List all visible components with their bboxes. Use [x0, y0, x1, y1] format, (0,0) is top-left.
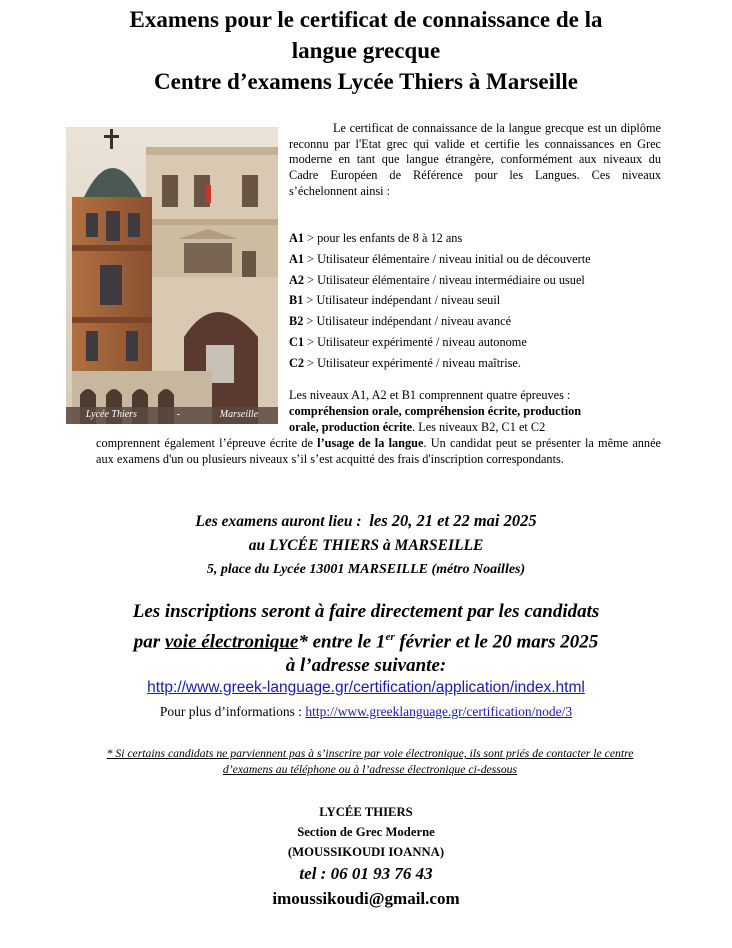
description-rest-3: . Les niveaux B2, C1 et C2: [412, 420, 546, 434]
intro-paragraph: [289, 121, 661, 200]
contact-school: LYCÉE THIERS: [319, 805, 413, 819]
exam-address: 5, place du Lycée 13001 MARSEILLE (métro Noailles): [206, 562, 526, 577]
title-line-3: Centre d’examens Lycée Thiers à Marseille: [154, 69, 578, 94]
level-code: A1: [289, 251, 305, 266]
description-line-1: Les niveaux A1, A2 et B1 comprennent quatre épreuves :: [289, 388, 571, 402]
description-line-4: [96, 435, 661, 467]
caption-separator: -: [176, 409, 181, 420]
level-desc: > Utilisateur indépendant / niveau avancé: [303, 314, 512, 329]
voie-electronique-text: voie électronique: [164, 630, 299, 652]
building-illustration: [66, 127, 278, 424]
contact-phone: tel : 06 01 93 76 43: [299, 864, 433, 883]
level-code: B2: [289, 314, 304, 329]
exam-description: [96, 387, 661, 467]
contact-block: [0, 802, 732, 912]
description-line-2: [96, 403, 661, 419]
caption-left: Lycée Thiers: [85, 409, 137, 420]
inscription-pre: par: [133, 630, 165, 652]
level-desc: > Utilisateur indépendant / niveau seuil: [303, 293, 501, 308]
exam-place: au LYCÉE THIERS à MARSEILLE: [248, 537, 484, 554]
level-item: [289, 249, 591, 270]
inscription-line-3: à l’adresse suivante:: [285, 655, 447, 677]
level-code: C2: [289, 355, 305, 370]
footnote: * Si certains candidats ne parviennent pas à s’inscrire par voie électronique, ils sont priés de contacter le centre d’examens au téléphone ou à l’adresse électronique ci-dessous: [106, 747, 634, 776]
exam-label: Les examens auront lieu :: [195, 513, 362, 530]
description-bold-4: l’usage de la langue: [317, 436, 424, 450]
description-pre-4: comprennent également l’épreuve écrite de: [96, 436, 318, 450]
level-desc: > Utilisateur expérimenté / niveau autonome: [304, 334, 527, 349]
inscription-info: [0, 600, 732, 679]
intro-text: Le certificat de connaissance de la langue grecque est un diplôme reconnu par l'Etat grec qui valide et certifie les connaissances en Grec moderne en tant que langue étrangère, conformément aux niveaux du Cadre Européen de Référence pour les Langues. Ces niveaux s’échelonnent ainsi :: [289, 121, 661, 198]
level-desc: > Utilisateur expérimenté / niveau maîtrise.: [304, 355, 521, 370]
application-link[interactable]: http://www.greek-language.gr/certification/application/index.html: [147, 679, 585, 696]
inscription-post: février et le 20 mars 2025: [394, 630, 599, 652]
level-code: A1: [289, 231, 305, 245]
level-desc: > pour les enfants de 8 à 12 ans: [304, 231, 463, 245]
contact-person: (MOUSSIKOUDI IOANNA): [287, 845, 445, 859]
more-info-label: Pour plus d’informations :: [159, 704, 306, 719]
inscription-line-1: Les inscriptions seront à faire directement par les candidats: [132, 601, 600, 622]
inscription-line-2: [0, 625, 732, 655]
caption-right: Marseille: [219, 409, 259, 420]
inscription-sup: er: [385, 630, 395, 643]
level-item: [289, 270, 591, 291]
contact-email[interactable]: imoussikoudi@gmail.com: [272, 889, 460, 908]
level-item: [289, 290, 591, 311]
description-post-4: . Un candidat peut se présenter la même année aux examens d'un ou plusieurs niveaux s’il s’est acquitté des frais d'inscription correspondants.: [96, 436, 661, 466]
title-line-2: langue grecque: [291, 38, 441, 63]
description-bold-3: orale, production écrite: [289, 420, 413, 434]
level-code: A2: [289, 272, 305, 287]
inscription-mid: * entre le 1: [298, 630, 386, 652]
exam-dates-line: [0, 509, 732, 534]
exam-info: [0, 509, 732, 582]
level-item: [289, 353, 591, 374]
level-desc: > Utilisateur élémentaire / niveau initial ou de découverte: [304, 251, 591, 266]
level-item: [289, 311, 591, 332]
level-code: B1: [289, 293, 304, 308]
level-code: C1: [289, 334, 305, 349]
more-info-line: [0, 704, 732, 720]
level-desc: > Utilisateur élémentaire / niveau intermédiaire ou usuel: [304, 272, 585, 287]
levels-list: [289, 228, 591, 374]
contact-section: Section de Grec Moderne: [297, 825, 435, 839]
description-line-3: [96, 419, 661, 435]
exam-dates: les 20, 21 et 22 mai 2025: [369, 511, 537, 530]
description-bold-2: compréhension orale, compréhension écrite, production: [289, 404, 582, 418]
title-line-1: Examens pour le certificat de connaissance de la: [129, 7, 603, 32]
more-info-link[interactable]: http://www.greeklanguage.gr/certification/node/3: [305, 704, 573, 719]
lycee-thiers-photo: [66, 127, 278, 424]
level-item: [289, 228, 591, 249]
document-title: [30, 4, 702, 97]
level-item: [289, 332, 591, 353]
